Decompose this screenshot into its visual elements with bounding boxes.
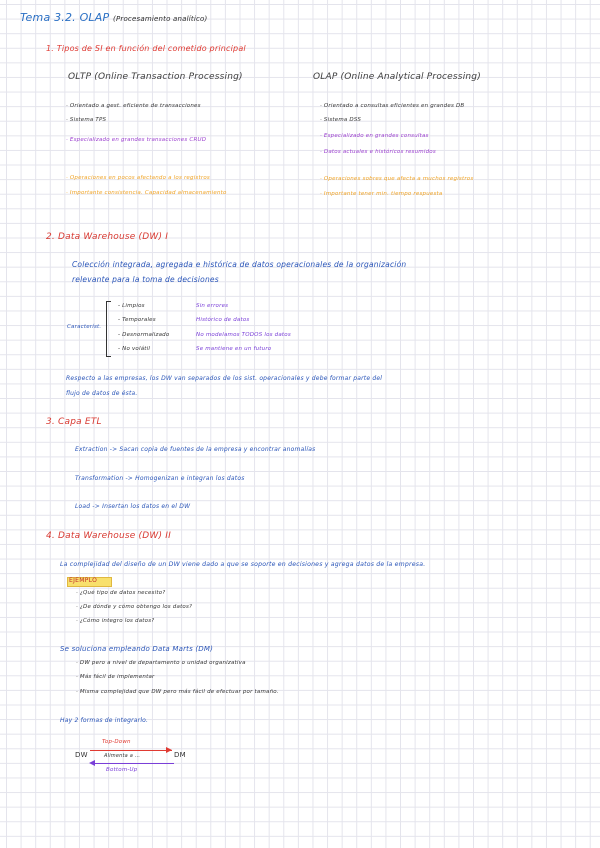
- top-down-label: Top-Down: [102, 739, 131, 745]
- bottom-up-label: Bottom-Up: [106, 767, 138, 773]
- section-1-heading: 1. Tipos de SI en función del cometido principal: [46, 44, 246, 53]
- dm-point: · Más fácil de implementar: [76, 674, 155, 680]
- question-item: · ¿Cómo integro los datos?: [76, 618, 155, 624]
- olap-item: · Especializado en grandes consultas: [320, 133, 429, 139]
- oltp-heading: OLTP (Online Transaction Processing): [68, 72, 243, 82]
- oltp-item: · Especializado en grandes transacciones CRUD: [66, 137, 207, 143]
- bottom-up-arrowhead: [89, 760, 95, 766]
- features-brace: [106, 301, 111, 357]
- olap-item: · Importante tener min. tiempo respuesta: [320, 191, 443, 197]
- dw-definition-line-1: Colección integrada, agregada e histórica de datos operacionales de la organización: [72, 260, 407, 269]
- dw-note-line-2: flujo de datos de ésta.: [66, 390, 138, 397]
- dw-note-line-1: Respecto a las empresas, los DW van separados de los sist. operacionales y debe formar parte del: [66, 375, 383, 382]
- integration-forms: Hay 2 formas de integrarlo.: [60, 717, 149, 724]
- example-label: EJEMPLO: [69, 577, 98, 584]
- etl-load: Load -> Insertan los datos en el DW: [75, 503, 191, 510]
- feature-desc: Sin errores: [196, 303, 229, 309]
- feature-term: - Temporales: [118, 317, 156, 323]
- page-title: [20, 12, 207, 23]
- dw-definition-line-2: relevante para la toma de decisiones: [72, 275, 219, 284]
- feature-desc: No modelamos TODOS los datos: [196, 332, 291, 338]
- dm-node: DM: [174, 751, 186, 759]
- oltp-item: · Orientado a gest. eficiente de transacciones: [66, 103, 201, 109]
- feature-desc: Se mantiene en un futuro: [196, 346, 272, 352]
- etl-transformation: Transformation -> Homogenizan e integran los datos: [75, 475, 245, 482]
- section-2-heading: 2. Data Warehouse (DW) I: [46, 232, 169, 242]
- olap-item: · Sistema DSS: [320, 117, 362, 123]
- section-4-heading: 4. Data Warehouse (DW) II: [46, 531, 171, 541]
- title-main: Tema 3.2. OLAP: [20, 11, 110, 24]
- olap-item: · Orientado a consultas eficientes en grandes DB: [320, 103, 465, 109]
- dw-node: DW: [75, 751, 88, 759]
- caracteristicas-label: Característ.: [67, 324, 102, 330]
- section-3-heading: 3. Capa ETL: [46, 417, 102, 427]
- dm-point: · DW pero a nivel de departamento o unidad organizativa: [76, 660, 246, 666]
- bottom-up-arrow: [92, 763, 174, 764]
- feature-desc: Histórico de datos: [196, 317, 250, 323]
- oltp-item: · Operaciones en pocos afectando a los registros: [66, 175, 210, 181]
- feature-term: - No volátil: [118, 346, 151, 352]
- etl-extraction: Extraction -> Sacan copia de fuentes de la empresa y encontrar anomalías: [75, 446, 316, 453]
- feature-term: - Desnormalizado: [118, 332, 170, 338]
- question-item: · ¿Qué tipo de datos necesito?: [76, 590, 166, 596]
- top-down-arrow: [90, 750, 172, 751]
- oltp-item: · Importante consistencia. Capacidad almacenamiento: [66, 190, 227, 196]
- olap-heading: OLAP (Online Analytical Processing): [313, 72, 481, 82]
- data-marts-solution: Se soluciona empleando Data Marts (DM): [60, 645, 214, 653]
- title-sub: (Procesamiento analítico): [113, 15, 208, 23]
- feature-term: - Limpios: [118, 303, 145, 309]
- olap-item: · Operaciones sobres que afecta a muchos registros: [320, 176, 474, 182]
- question-item: · ¿De dónde y cómo obtengo los datos?: [76, 604, 193, 610]
- dm-point: · Misma complejidad que DW pero más fácil de efectuar por tamaño.: [76, 689, 279, 695]
- alimenta-label: Alimenta a ...: [104, 753, 141, 759]
- dw-complexity-intro: La complejidad del diseño de un DW viene dado a que se soporte en decisiones y agrega datos de la empresa.: [60, 561, 426, 568]
- olap-item: · Datos actuales e históricos resumidos: [320, 149, 436, 155]
- oltp-item: · Sistema TPS: [66, 117, 107, 123]
- top-down-arrowhead: [166, 747, 172, 753]
